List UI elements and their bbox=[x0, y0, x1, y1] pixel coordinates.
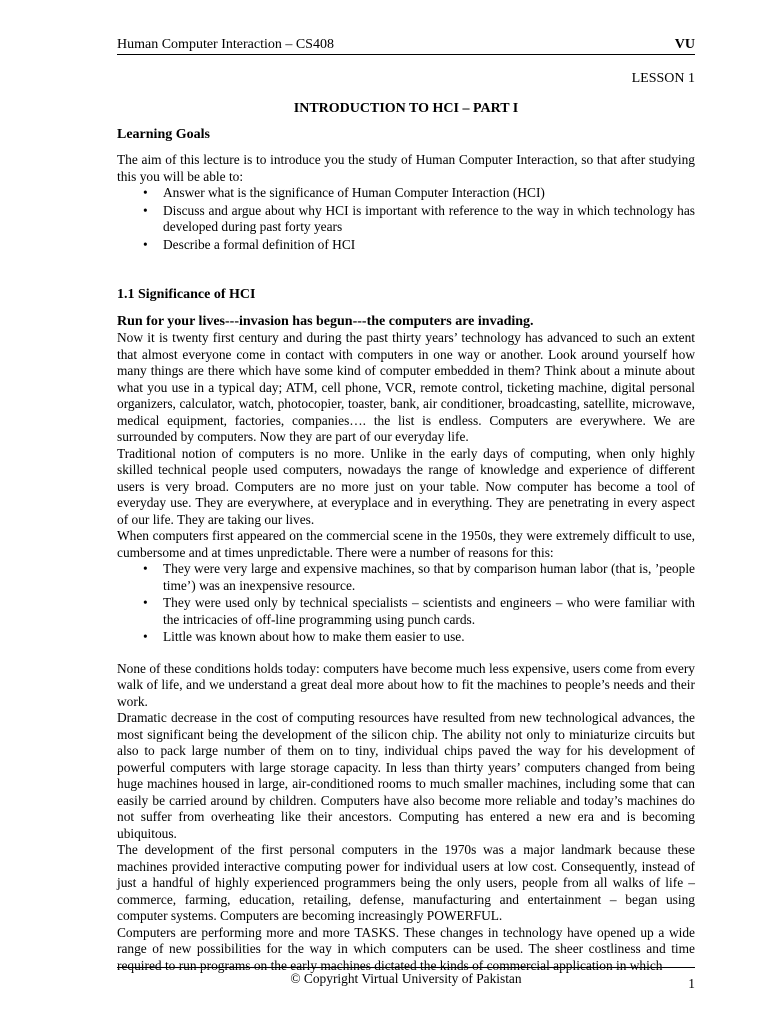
list-item: • Discuss and argue about why HCI is important with reference to the way in which technology has developed during past forty years bbox=[163, 203, 695, 236]
paragraph: Traditional notion of computers is no more. Unlike in the early days of computing, when only highly skilled technical people used computers, nowadays the range of knowledge and experience of different users is very broad. Computers are no more just on your table. Now computer has become a tool of everyday use. They are everywhere, at everyplace and in everything. They are penetrating in every aspect of our life. They are taking our lives. bbox=[117, 445, 695, 527]
reasons-list bbox=[117, 561, 695, 646]
learning-goals-intro: The aim of this lecture is to introduce you the study of Human Computer Interaction, so that after studying this you will be able to: bbox=[117, 152, 695, 184]
list-item: • Little was known about how to make them easier to use. bbox=[163, 629, 695, 646]
course-title: Human Computer Interaction – CS408 bbox=[117, 37, 334, 52]
document-page bbox=[117, 36, 695, 974]
list-item: • Answer what is the significance of Human Computer Interaction (HCI) bbox=[163, 185, 695, 202]
paragraph: When computers first appeared on the commercial scene in the 1950s, they were extremely difficult to use, cumbersome and at times unpredictable. There were a number of reasons for this: bbox=[117, 528, 695, 560]
page-number: 1 bbox=[688, 976, 695, 991]
page-title: INTRODUCTION TO HCI – PART I bbox=[293, 101, 519, 116]
paragraph: The development of the first personal computers in the 1970s was a major landmark because these machines provided interactive computing power for individual users at low cost. Consequently, instead of just a handful of highly experienced programmers being the only users, people from all walks of life – commerce, farming, education, retailing, defense, manufacturing and entertainment – began using computer systems. Computers are becoming increasingly POWERFUL. bbox=[117, 842, 695, 923]
list-item: • Describe a formal definition of HCI bbox=[163, 237, 695, 254]
section-subheading: Run for your lives---invasion has begun---the computers are invading. bbox=[117, 314, 534, 329]
learning-goals-heading: Learning Goals bbox=[117, 127, 210, 142]
paragraph: None of these conditions holds today: computers have become much less expensive, users come from every walk of life, and we understand a great deal more about how to fit the machines to people’s needs and their work. bbox=[117, 660, 695, 709]
page-header bbox=[117, 36, 695, 55]
paragraph: Dramatic decrease in the cost of computing resources have resulted from new technological advances, the most significant being the development of the silicon chip. The ability not only to miniaturize circuits but also to pack large number of them on to tiny, individual chips paved the way for his development of powerful computers with large storage capacity. In less than thirty years’ computers changed from being huge machines housed in large, air-conditioned rooms to much smaller machines, including some that can easily be carried around by children. Computers have also become more reliable and today’s machines do not suffer from overheating like their ancestors. Computing has entered a new era and is becoming ubiquitous. bbox=[117, 710, 695, 841]
learning-goals-list bbox=[117, 185, 695, 253]
section-heading: 1.1 Significance of HCI bbox=[117, 287, 256, 302]
list-item: • They were very large and expensive machines, so that by comparison human labor (that is, ’people time’) was an inexpensive resource. bbox=[163, 561, 695, 594]
paragraph: Computers are performing more and more TASKS. These changes in technology have opened up a wide range of new possibilities for the way in which computers can be used. The sheer costliness and time required to run programs on the early machines dictated the kinds of commercial application in which bbox=[117, 924, 695, 973]
institution-label: VU bbox=[674, 37, 695, 52]
copyright-text: © Copyright Virtual University of Pakistan bbox=[290, 971, 522, 986]
page-footer bbox=[117, 967, 695, 991]
paragraph: Now it is twenty first century and during the past thirty years’ technology has advanced to such an extent that almost everyone come in contact with computers in one way or another. Look around yourself how many things are there which have some kind of computer embedded in them? Think about a minute about what you use in a typical day; ATM, cell phone, VCR, remote control, ticketing machine, digital personal organizers, calculator, watch, photocopier, toaster, bank, air conditioner, broadcasting, satellite, microwave, medical equipment, factories, companies…. the list is endless. Computers are everywhere. We are surrounded by computers. Now they are part of our everyday life. bbox=[117, 330, 695, 444]
lesson-label: LESSON 1 bbox=[631, 71, 695, 86]
list-item: • They were used only by technical specialists – scientists and engineers – who were familiar with the intricacies of off-line programming using punch cards. bbox=[163, 595, 695, 628]
